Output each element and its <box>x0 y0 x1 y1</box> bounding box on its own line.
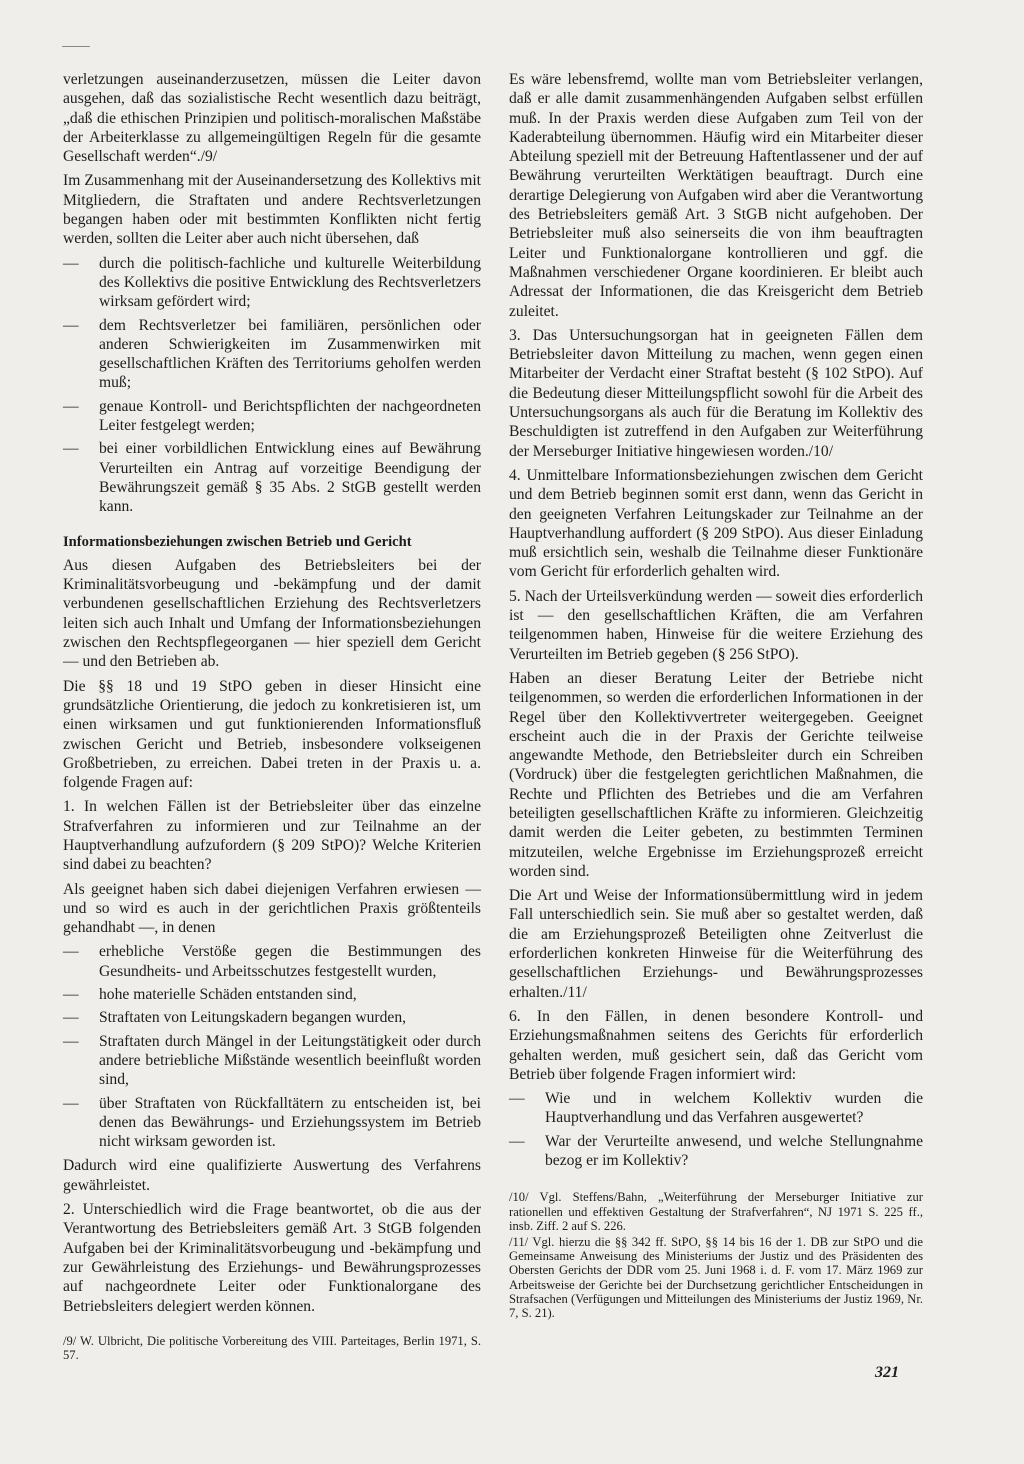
footnote: /10/ Vgl. Steffens/Bahn, „Weiterführung der Merseburger Initiative zur rationellen und effektiven Gestaltung der Strafverfahren“, NJ 1971 S. 225 ff., insb. Ziff. 2 auf S. 226. <box>509 1190 923 1233</box>
bullet-list <box>63 942 481 1151</box>
paragraph: Aus diesen Aufgaben des Betriebsleiters bei der Kriminalitätsvorbeugung und -bekämpfung und der damit verbundenen gesellschaftlichen Erziehung des Rechtsverletzers leiten sich auch Inhalt und Umfang der Informationsbeziehungen zwischen den Rechtspflegeorganen — hier speziell dem Gericht — und den Betrieben ab. <box>63 556 481 671</box>
page-number: 321 <box>875 1364 899 1381</box>
paragraph: Die §§ 18 und 19 StPO geben in dieser Hinsicht eine grundsätzliche Orientierung, die jedoch zu konkretisieren ist, um einen wirksamen und gut funktionierenden Informationsfluß zwischen Gericht und Betrieb, insbesondere volkseigenen Großbetrieben, zu erreichen. Dabei treten in der Praxis u. a. folgende Fragen auf: <box>63 677 481 792</box>
list-item: — dem Rechtsverletzer bei familiären, persönlichen oder anderen Schwierigkeiten im Zusammenwirken mit gesellschaftlichen Kräften des Territoriums geholfen werden muß; <box>63 316 481 393</box>
paragraph: Dadurch wird eine qualifizierte Auswertung des Verfahrens gewährleistet. <box>63 1157 481 1194</box>
scan-mark <box>62 46 90 47</box>
paragraph: 5. Nach der Urteilsverkündung werden — soweit dies erforderlich ist — den gesellschaftlichen Kräften, die am Verfahren teilgenommen haben, Hinweise für die weitere Erziehung des Verurteilten im Betrieb gegeben (§ 256 StPO). <box>509 587 923 663</box>
bullet-list <box>63 254 481 517</box>
footnote: /9/ W. Ulbricht, Die politische Vorbereitung des VIII. Parteitages, Berlin 1971, S. 57. <box>63 1333 481 1363</box>
paragraph: 1. In welchen Fällen ist der Betriebsleiter über das einzelne Strafverfahren zu informieren und zur Teilnahme an der Hauptverhandlung aufzufordern (§ 209 StPO)? Welche Kriterien sind dabei zu beachten? <box>63 798 481 874</box>
paragraph: Haben an dieser Beratung Leiter der Betriebe nicht teilgenommen, so werden die erforderlichen Informationen in der Regel über den Kollektivvertreter weitergegeben. Geeignet erscheint auch die in der Praxis der Gerichte teilweise angewandte Methode, den Betriebsleiter durch ein Schreiben (Vordruck) über die festgelegten gerichtlichen Maßnahmen, die Rechte und Pflichten des Betriebes und die am Verfahren beteiligten gesellschaftlichen Kräfte zu informieren. Gleichzeitig damit werden die Leiter gebeten, zu bestimmten Terminen mitzuteilen, welche Ergebnisse im Erziehungsprozeß erreicht worden sind. <box>509 669 923 880</box>
paragraph: Die Art und Weise der Informationsübermittlung wird in jedem Fall unterschiedlich sein. Sie muß aber so gestaltet werden, daß die am Erziehungsprozeß Beteiligten ohne Zeitverlust die erforderlichen konkreten Hinweise für die Weiterführung des gesellschaftlichen Erziehungs- und Bewährungsprozesses erhalten./11/ <box>509 887 923 1001</box>
paragraph: 4. Unmittelbare Informationsbeziehungen zwischen dem Gericht und dem Betrieb beginnen somit erst dann, wenn das Gericht in den geeigneten Verfahren Leitungskader zur Teilnahme an der Hauptverhandlung auffordert (§ 209 StPO). Aus dieser Einladung muß ersichtlich sein, weshalb die Teilnahme dieser Funktionäre vom Gericht für erforderlich gehalten wird. <box>509 466 923 581</box>
paragraph: Im Zusammenhang mit der Auseinandersetzung des Kollektivs mit Mitgliedern, die Straftaten und andere Rechtsverletzungen begangen haben oder mit bestimmten Konflikten nicht fertig werden, sollten die Leiter aber auch nicht übersehen, daß <box>63 172 481 248</box>
bullet-list <box>509 1089 923 1170</box>
list-item: — durch die politisch-fachliche und kulturelle Weiterbildung des Kollektivs die positive Entwicklung des Rechtsverletzers wirksam gefördert wird; <box>63 254 481 312</box>
list-item: — erhebliche Verstöße gegen die Bestimmungen des Gesundheits- und Arbeitsschutzes festgestellt wurden, <box>63 942 481 981</box>
list-item: — hohe materielle Schäden entstanden sind, <box>63 985 481 1004</box>
list-item: — Wie und in welchem Kollektiv wurden die Hauptverhandlung und das Verfahren ausgewertet? <box>509 1089 923 1128</box>
list-item: — Straftaten durch Mängel in der Leitungstätigkeit oder durch andere betriebliche Mißstände wesentlich beeinflußt worden sind, <box>63 1032 481 1090</box>
paragraph: 3. Das Untersuchungsorgan hat in geeigneten Fällen dem Betriebsleiter davon Mitteilung zu machen, wenn gegen einen Mitarbeiter der Verdacht einer Straftat besteht (§ 102 StPO). Auf die Bedeutung dieser Mitteilungspflicht sowohl für die Arbeit des Untersuchungsorgans als auch für die Beratung im Kollektiv des Beschuldigten ist zutreffend in den Aufgaben zur Weiterführung der Merseburger Initiative hingewiesen worden./10/ <box>509 326 923 460</box>
footnote: /11/ Vgl. hierzu die §§ 342 ff. StPO, §§ 14 bis 16 der 1. DB zur StPO und die Gemeinsame Anweisung des Ministeriums der Justiz und des Präsidenten des Obersten Gerichts der DDR vom 25. Juni 1968 i. d. F. vom 17. März 1969 zur Arbeitsweise der Gerichte bei der Durchsetzung gerichtlicher Entscheidungen in Strafsachen (Verfügungen und Mitteilungen des Ministeriums der Justiz 1969, Nr. 7, S. 21). <box>509 1234 923 1320</box>
list-item: — War der Verurteilte anwesend, und welche Stellungnahme bezog er im Kollektiv? <box>509 1132 923 1171</box>
right-column <box>509 70 923 1322</box>
list-item: — genaue Kontroll- und Berichtspflichten der nachgeordneten Leiter festgelegt werden; <box>63 397 481 436</box>
list-item: — über Straftaten von Rückfalltätern zu entscheiden ist, bei denen das Bewährungs- und Erziehungssystem im Betrieb nicht wirksam geworden ist. <box>63 1094 481 1152</box>
left-column <box>63 70 481 1364</box>
section-heading: Informationsbeziehungen zwischen Betrieb und Gericht <box>63 533 412 550</box>
list-item: — Straftaten von Leitungskadern begangen wurden, <box>63 1008 481 1027</box>
paragraph: verletzungen auseinanderzusetzen, müssen die Leiter davon ausgehen, daß das sozialistische Recht wesentlich dazu beiträgt, „daß die ethischen Prinzipien und politisch-moralischen Maßstäbe der Arbeiterklasse zu allgemeingültigen Regeln für die gesamte Gesellschaft werden“./9/ <box>63 71 481 166</box>
paragraph: Es wäre lebensfremd, wollte man vom Betriebsleiter verlangen, daß er alle damit zusammenhängenden Aufgaben selbst erfüllen muß. In der Praxis werden diese Aufgaben zum Teil von der Kaderabteilung übernommen. Häufig wird ein Mitarbeiter dieser Abteilung speziell mit der Betreuung Haftentlassener und der auf Bewährung verurteilten Werktätigen beauftragt. Durch eine derartige Delegierung von Aufgaben wird aber die Verantwortung des Betriebsleiters gemäß Art. 3 StGB nicht aufgehoben. Der Betriebsleiter muß also seinerseits die von ihm beauftragten Leiter und Funktionalorgane kontrollieren und ggf. die Maßnahmen verschiedener Organe koordinieren. Er bleibt auch Adressat der Informationen, die das Kreisgericht dem Betrieb zuleitet. <box>509 71 923 320</box>
paragraph: 6. In den Fällen, in denen besondere Kontroll- und Erziehungsmaßnahmen seitens des Gerichts für erforderlich gehalten werden, muß gesichert sein, daß das Gericht vom Betrieb über folgende Fragen informiert wird: <box>509 1007 923 1083</box>
paragraph: Als geeignet haben sich dabei diejenigen Verfahren erwiesen — und so wird es auch in der gerichtlichen Praxis größtenteils gehandhabt —, in denen <box>63 880 481 937</box>
paragraph: 2. Unterschiedlich wird die Frage beantwortet, ob die aus der Verantwortung des Betriebsleiters gemäß Art. 3 StGB folgenden Aufgaben bei der Kriminalitätsvorbeugung und -bekämpfung und zur Gewährleistung des Erziehungs- und Bewährungsprozesses auf nachgeordnete Leiter oder Funktionalorgane des Betriebsleiters delegiert werden können. <box>63 1201 481 1315</box>
list-item: — bei einer vorbildlichen Entwicklung eines auf Bewährung Verurteilten ein Antrag auf vorzeitige Beendigung der Bewährungszeit gemäß § 35 Abs. 2 StGB gestellt werden kann. <box>63 439 481 516</box>
